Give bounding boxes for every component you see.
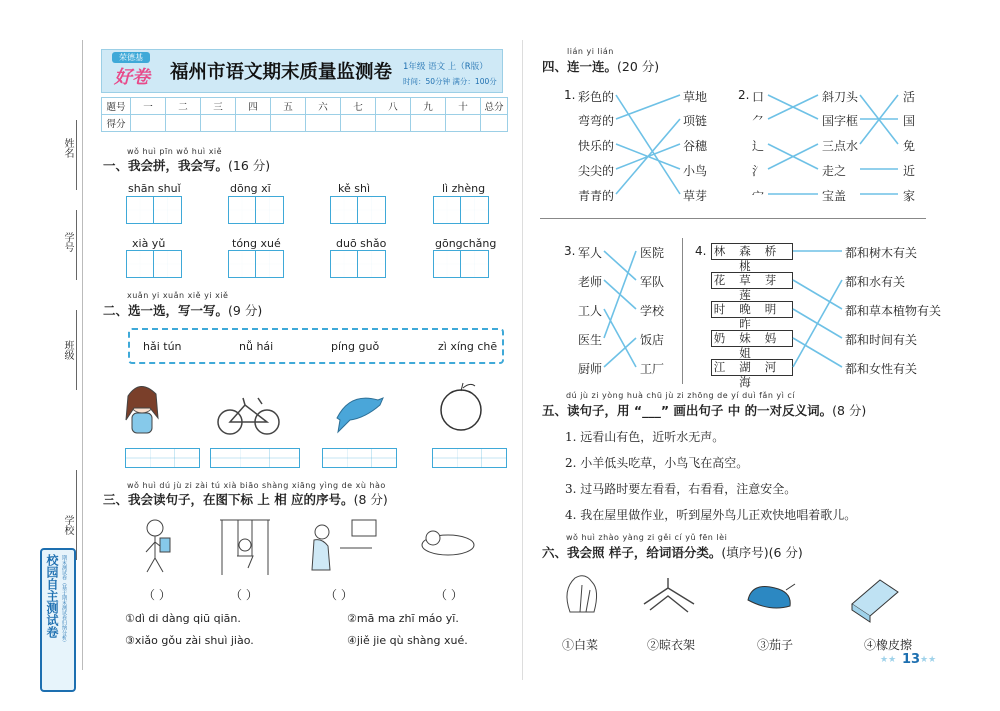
q4-vertical-separator — [682, 238, 683, 384]
q3-answer-blank[interactable]: （ ） — [143, 588, 171, 602]
q4-part4-card: 时晚明昨 — [711, 301, 793, 318]
connect-line — [768, 95, 818, 119]
q1-write-box[interactable] — [330, 196, 386, 224]
q4-part2-mid: 国字框 — [822, 114, 859, 128]
dolphin-picture — [337, 398, 383, 432]
q4-part2-mid: 走之 — [822, 164, 847, 178]
score-cell: 八 — [376, 98, 411, 115]
swing-picture — [220, 520, 270, 575]
q5-sentence: 3. 过马路时要左看看，右看看，注意安全。 — [565, 482, 797, 496]
q4-part1-left: 弯弯的 — [578, 114, 615, 128]
score-input-cell[interactable] — [306, 115, 341, 132]
time-line: 时间：50分钟 满分：100分 — [403, 77, 497, 86]
page-number-stars-left: ★★ — [880, 655, 897, 665]
q4-part4-right: 都和草本植物有关 — [845, 304, 942, 318]
connect-line — [793, 280, 842, 309]
q3-sentence: ②mā ma zhī máo yī. — [347, 612, 459, 625]
connect-line — [604, 251, 636, 338]
q1-word-pinyin: lì zhèng — [442, 182, 486, 195]
q5-sentence: 1. 远看山有色，近听水无声。 — [565, 430, 725, 444]
q4-part3-left: 老师 — [578, 275, 603, 289]
q4-part4-card: 江湖河海 — [711, 359, 793, 376]
q4-part1-left: 彩色的 — [578, 90, 615, 104]
connect-line — [793, 338, 842, 367]
connect-line — [860, 95, 898, 144]
q4-title — [542, 57, 659, 75]
q1-score: (16 分) — [228, 158, 271, 173]
score-input-cell[interactable] — [376, 115, 411, 132]
connect-line — [616, 119, 680, 194]
q3-answer-blank[interactable]: （ ） — [325, 588, 353, 602]
bicycle-picture — [218, 398, 279, 434]
connect-line — [793, 280, 842, 367]
q1-write-box[interactable] — [228, 250, 284, 278]
q4-part3-right: 饭店 — [640, 333, 665, 347]
q1-write-box[interactable] — [330, 250, 386, 278]
score-cell: 三 — [201, 98, 236, 115]
q6-title — [542, 543, 803, 561]
score-cell: 总分 — [481, 98, 508, 115]
logo-main: 好卷 — [114, 67, 150, 88]
q4-part4-card: 花草芽莲 — [711, 272, 793, 289]
q3-answer-blank[interactable]: （ ） — [435, 588, 463, 602]
connect-line — [793, 309, 842, 338]
q2-option: nǚ hái — [239, 340, 274, 353]
q4-part1-label: 1. — [564, 88, 576, 102]
connect-line — [616, 144, 680, 169]
id-label: 学号 — [62, 232, 73, 252]
score-table-score-row — [102, 115, 508, 132]
q4-part2-left: 氵 — [752, 164, 765, 178]
q1-word-pinyin: kě shì — [338, 182, 371, 195]
connect-line — [768, 95, 818, 119]
q1-write-box[interactable] — [433, 250, 489, 278]
q4-part2-mid: 三点水 — [822, 139, 859, 153]
q2-answer-box[interactable] — [210, 448, 300, 468]
eggplant-picture — [748, 584, 795, 608]
exam-title: 福州市语文期末质量监测卷 — [170, 62, 393, 83]
score-cell: 二 — [166, 98, 201, 115]
q1-title-text: 一、我会拼，我会写。 — [103, 158, 229, 173]
score-cell: 四 — [236, 98, 271, 115]
q3-title-text: 三、我会读句子，在图下标 上 相 应的序号。 — [103, 492, 354, 507]
q4-part1-right: 草芽 — [683, 189, 708, 203]
sleeping-puppy-picture — [422, 531, 474, 555]
q5-sentence: 4. 我在屋里做作业，听到屋外鸟儿正欢快地唱着歌儿。 — [565, 508, 857, 522]
q2-option: hǎi tún — [143, 340, 182, 353]
score-cell: 六 — [306, 98, 341, 115]
q2-title-text: 二、选一选，写一写。 — [103, 303, 229, 318]
connect-line — [616, 144, 680, 169]
logo-top: 荣德基 — [112, 52, 150, 63]
school-underline — [76, 470, 77, 560]
q1-title — [103, 156, 270, 174]
q3-title — [103, 490, 388, 508]
q4-part3-left: 医生 — [578, 333, 603, 347]
school-label: 学校 — [62, 515, 73, 535]
q6-note: (填序号) — [721, 545, 769, 560]
q4-part1-left: 快乐的 — [578, 139, 615, 153]
q1-word-pinyin: gōngchǎng — [435, 237, 497, 250]
q6-score: (6 分) — [768, 545, 803, 560]
q4-part2-right: 免 — [903, 139, 916, 153]
q3-score: (8 分) — [353, 492, 388, 507]
series-name: 校园自主测试卷 — [45, 554, 59, 638]
score-cell: 十 — [446, 98, 481, 115]
q1-word-pinyin: shān shuǐ — [128, 182, 181, 195]
score-table-header-row — [102, 98, 508, 115]
q2-option: zì xíng chē — [438, 340, 498, 353]
q4-part2-left: 宀 — [752, 189, 765, 203]
q4-part2-left: ⺈ — [752, 114, 765, 128]
q1-write-box[interactable] — [126, 250, 182, 278]
page-number-stars-right: ★★ — [920, 655, 937, 665]
score-input-cell[interactable] — [131, 115, 166, 132]
score-row-label: 得分 — [102, 115, 131, 132]
q2-option: píng guǒ — [331, 340, 380, 353]
q1-word-pinyin: duō shǎo — [336, 237, 387, 250]
q1-write-box[interactable] — [228, 196, 284, 224]
q3-sentence: ③xiǎo gǒu zài shuì jiào. — [125, 634, 254, 647]
q6-item: ①白菜 — [562, 638, 599, 652]
q6-item: ②晾衣架 — [647, 638, 696, 652]
score-cell: 五 — [271, 98, 306, 115]
q4-part2-label: 2. — [738, 88, 750, 102]
connect-line — [768, 144, 818, 169]
connect-line — [768, 144, 818, 169]
q5-score: (8 分) — [832, 403, 867, 418]
q2-pinyin: xuǎn yi xuǎn xiě yi xiě — [127, 291, 229, 300]
series-subtitle: 期末测试卷（基于期末测试卷归纳分析） — [61, 555, 67, 645]
q2-title — [103, 301, 262, 319]
connect-line — [860, 95, 898, 144]
q4-part4-label: 4. — [695, 244, 707, 258]
q5-sentence: 2. 小羊低头吃草，小鸟飞在高空。 — [565, 456, 749, 470]
connect-line — [616, 95, 680, 194]
score-input-cell[interactable] — [446, 115, 481, 132]
q4-part2-right: 活 — [903, 90, 916, 104]
q3-sentence: ①dì di dàng qiū qiān. — [125, 612, 241, 625]
id-underline — [76, 210, 77, 280]
girl-picture — [126, 386, 158, 433]
q2-answer-box[interactable] — [322, 448, 397, 468]
q2-score: (9 分) — [228, 303, 263, 318]
q4-part2-left: 口 — [752, 90, 765, 104]
page-number: 13 — [902, 652, 921, 667]
q4-part1-right: 小鸟 — [683, 164, 708, 178]
score-input-cell[interactable] — [341, 115, 376, 132]
grade-line: 1年级 语文 上（R版） — [403, 62, 488, 72]
score-table — [101, 97, 508, 132]
q4-part4-card: 奶妹妈姐 — [711, 330, 793, 347]
q1-write-box[interactable] — [433, 196, 489, 224]
q4-part3-left: 工人 — [578, 304, 603, 318]
q1-pinyin: wǒ huì pīn wǒ huì xiě — [127, 147, 223, 156]
series-banner — [40, 548, 76, 692]
q1-write-box[interactable] — [126, 196, 182, 224]
apple-picture — [441, 383, 481, 430]
score-cell: 七 — [341, 98, 376, 115]
q4-part3-label: 3. — [564, 244, 576, 258]
score-input-cell[interactable] — [481, 115, 508, 132]
score-cell: 一 — [131, 98, 166, 115]
q4-part4-right: 都和女性有关 — [845, 362, 918, 376]
schoolgirl-picture — [146, 520, 170, 572]
q4-part1-right: 草地 — [683, 90, 708, 104]
connect-line — [604, 280, 636, 309]
q4-part3-right: 学校 — [640, 304, 665, 318]
page-divider — [522, 40, 523, 680]
cabbage-picture — [567, 576, 597, 612]
q4-part1-right: 项链 — [683, 114, 708, 128]
q4-part3-left: 军人 — [578, 246, 603, 260]
q6-title-text: 六、我会照 样子，给词语分类。 — [542, 545, 722, 560]
q4-score: (20 分) — [617, 59, 660, 74]
name-label: 姓名 — [62, 138, 73, 158]
q1-word-pinyin: xià yǔ — [132, 237, 166, 250]
hanger-picture — [644, 578, 694, 612]
logo — [108, 52, 163, 88]
knitting-mother-picture — [312, 520, 376, 570]
q4-part3-left: 厨师 — [578, 362, 603, 376]
q4-part1-left: 青青的 — [578, 189, 615, 203]
q5-title — [542, 401, 866, 419]
q3-answer-blank[interactable]: （ ） — [230, 588, 258, 602]
q4-part2-mid: 斜刀头 — [822, 90, 859, 104]
connect-line — [604, 251, 636, 280]
q4-part2-left: 辶 — [752, 139, 765, 153]
q4-pinyin: lián yi lián — [567, 47, 614, 56]
score-input-cell[interactable] — [411, 115, 446, 132]
q5-pinyin: dú jù zi yòng huà chū jù zi zhōng de yí duì fǎn yì cí — [566, 391, 796, 400]
binding-line — [82, 40, 83, 670]
q4-part1-right: 谷穗 — [683, 139, 708, 153]
score-input-cell[interactable] — [201, 115, 236, 132]
q4-part4-right: 都和水有关 — [845, 275, 906, 289]
q4-part4-right: 都和树木有关 — [845, 246, 918, 260]
score-cell: 九 — [411, 98, 446, 115]
q4-part2-right: 近 — [903, 164, 916, 178]
score-cell: 题号 — [102, 98, 131, 115]
q4-part2-right: 国 — [903, 114, 916, 128]
q4-part2-mid: 宝盖 — [822, 189, 847, 203]
eraser-picture — [852, 580, 898, 622]
q4-part3-right: 工厂 — [640, 362, 665, 376]
connect-line — [604, 338, 636, 367]
q4-title-text: 四、连一连。 — [542, 59, 618, 74]
q4-part1-left: 尖尖的 — [578, 164, 615, 178]
q4-part3-right: 医院 — [640, 246, 665, 260]
q6-item: ③茄子 — [757, 638, 794, 652]
connect-line — [604, 309, 636, 367]
q5-title-text: 五、读句子，用 “___” 画出句子 中 的一对反义词。 — [542, 403, 833, 418]
q4-part4-card: 林森桥桃 — [711, 243, 793, 260]
name-underline — [76, 120, 77, 190]
score-input-cell[interactable] — [236, 115, 271, 132]
q3-sentence: ④jiě jie qù shàng xué. — [347, 634, 468, 647]
connect-line — [616, 95, 680, 119]
q4-part3-right: 军队 — [640, 275, 665, 289]
q4-part2-right: 家 — [903, 189, 916, 203]
q2-answer-box[interactable] — [125, 448, 200, 468]
q1-word-pinyin: dōng xī — [230, 182, 271, 195]
q6-item: ④橡皮擦 — [864, 638, 913, 652]
q3-pinyin: wǒ huì dú jù zi zài tú xià biāo shàng xiāng yìng de xù hào — [127, 481, 386, 490]
q6-pinyin: wǒ huì zhào yàng zi gěi cí yǔ fēn lèi — [566, 533, 728, 542]
score-input-cell[interactable] — [271, 115, 306, 132]
score-input-cell[interactable] — [166, 115, 201, 132]
q4-part4-right: 都和时间有关 — [845, 333, 918, 347]
q4-separator — [540, 218, 926, 219]
q2-answer-box[interactable] — [432, 448, 507, 468]
q1-word-pinyin: tóng xué — [232, 237, 281, 250]
class-label: 班级 — [62, 340, 73, 360]
class-underline — [76, 310, 77, 390]
